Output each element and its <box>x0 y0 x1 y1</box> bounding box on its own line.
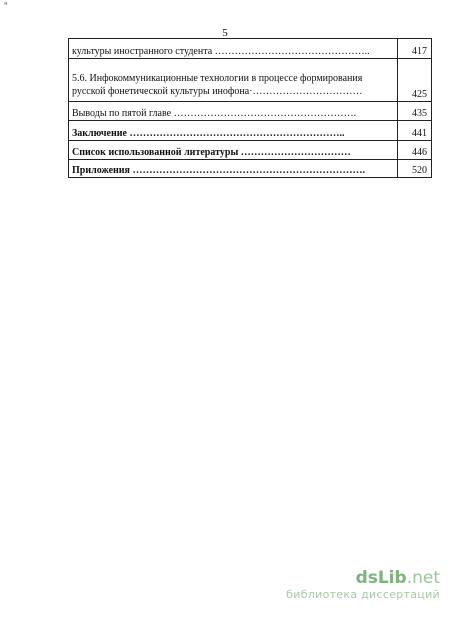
toc-entry-title: Список использованной литературы …………………………… <box>69 141 398 160</box>
toc-entry-title: культуры иностранного студента ……………………………………….. <box>69 39 398 59</box>
toc-row <box>69 141 432 160</box>
toc-entry-page: 435 <box>398 102 432 121</box>
toc-entry-page: 446 <box>398 141 432 160</box>
watermark-brand-suffix: .net <box>406 568 440 588</box>
toc-row <box>69 102 432 121</box>
toc-entry-page: 441 <box>398 121 432 141</box>
toc-entry-page: 425 <box>398 59 432 102</box>
toc-entry-page: 520 <box>398 160 432 178</box>
toc-entry-title: Приложения ……………………………………………………………. <box>69 160 398 178</box>
toc-entry-title: Выводы по пятой главе ………………………………………………. <box>69 102 398 121</box>
watermark-subtitle: библиотека диссертаций <box>286 588 440 601</box>
toc-row <box>69 39 432 59</box>
toc-entry-title <box>69 59 398 102</box>
watermark <box>286 569 440 601</box>
toc-entry-line: 5.6. Инфокоммуникационные технологии в процессе формирования <box>72 73 363 84</box>
toc-row <box>69 160 432 178</box>
toc-row <box>69 121 432 141</box>
corner-mark: " <box>4 1 8 11</box>
toc-table <box>68 38 432 178</box>
watermark-brand-prefix: dsLib <box>355 568 407 588</box>
toc-row <box>69 59 432 102</box>
watermark-logo <box>286 569 440 588</box>
page-number: 5 <box>222 27 228 39</box>
toc-entry-page: 417 <box>398 39 432 59</box>
toc-entry-title: Заключение ……………………………………………………….. <box>69 121 398 141</box>
toc-entry-line: русской фонетической культуры инофона·…………………………… <box>72 86 363 97</box>
